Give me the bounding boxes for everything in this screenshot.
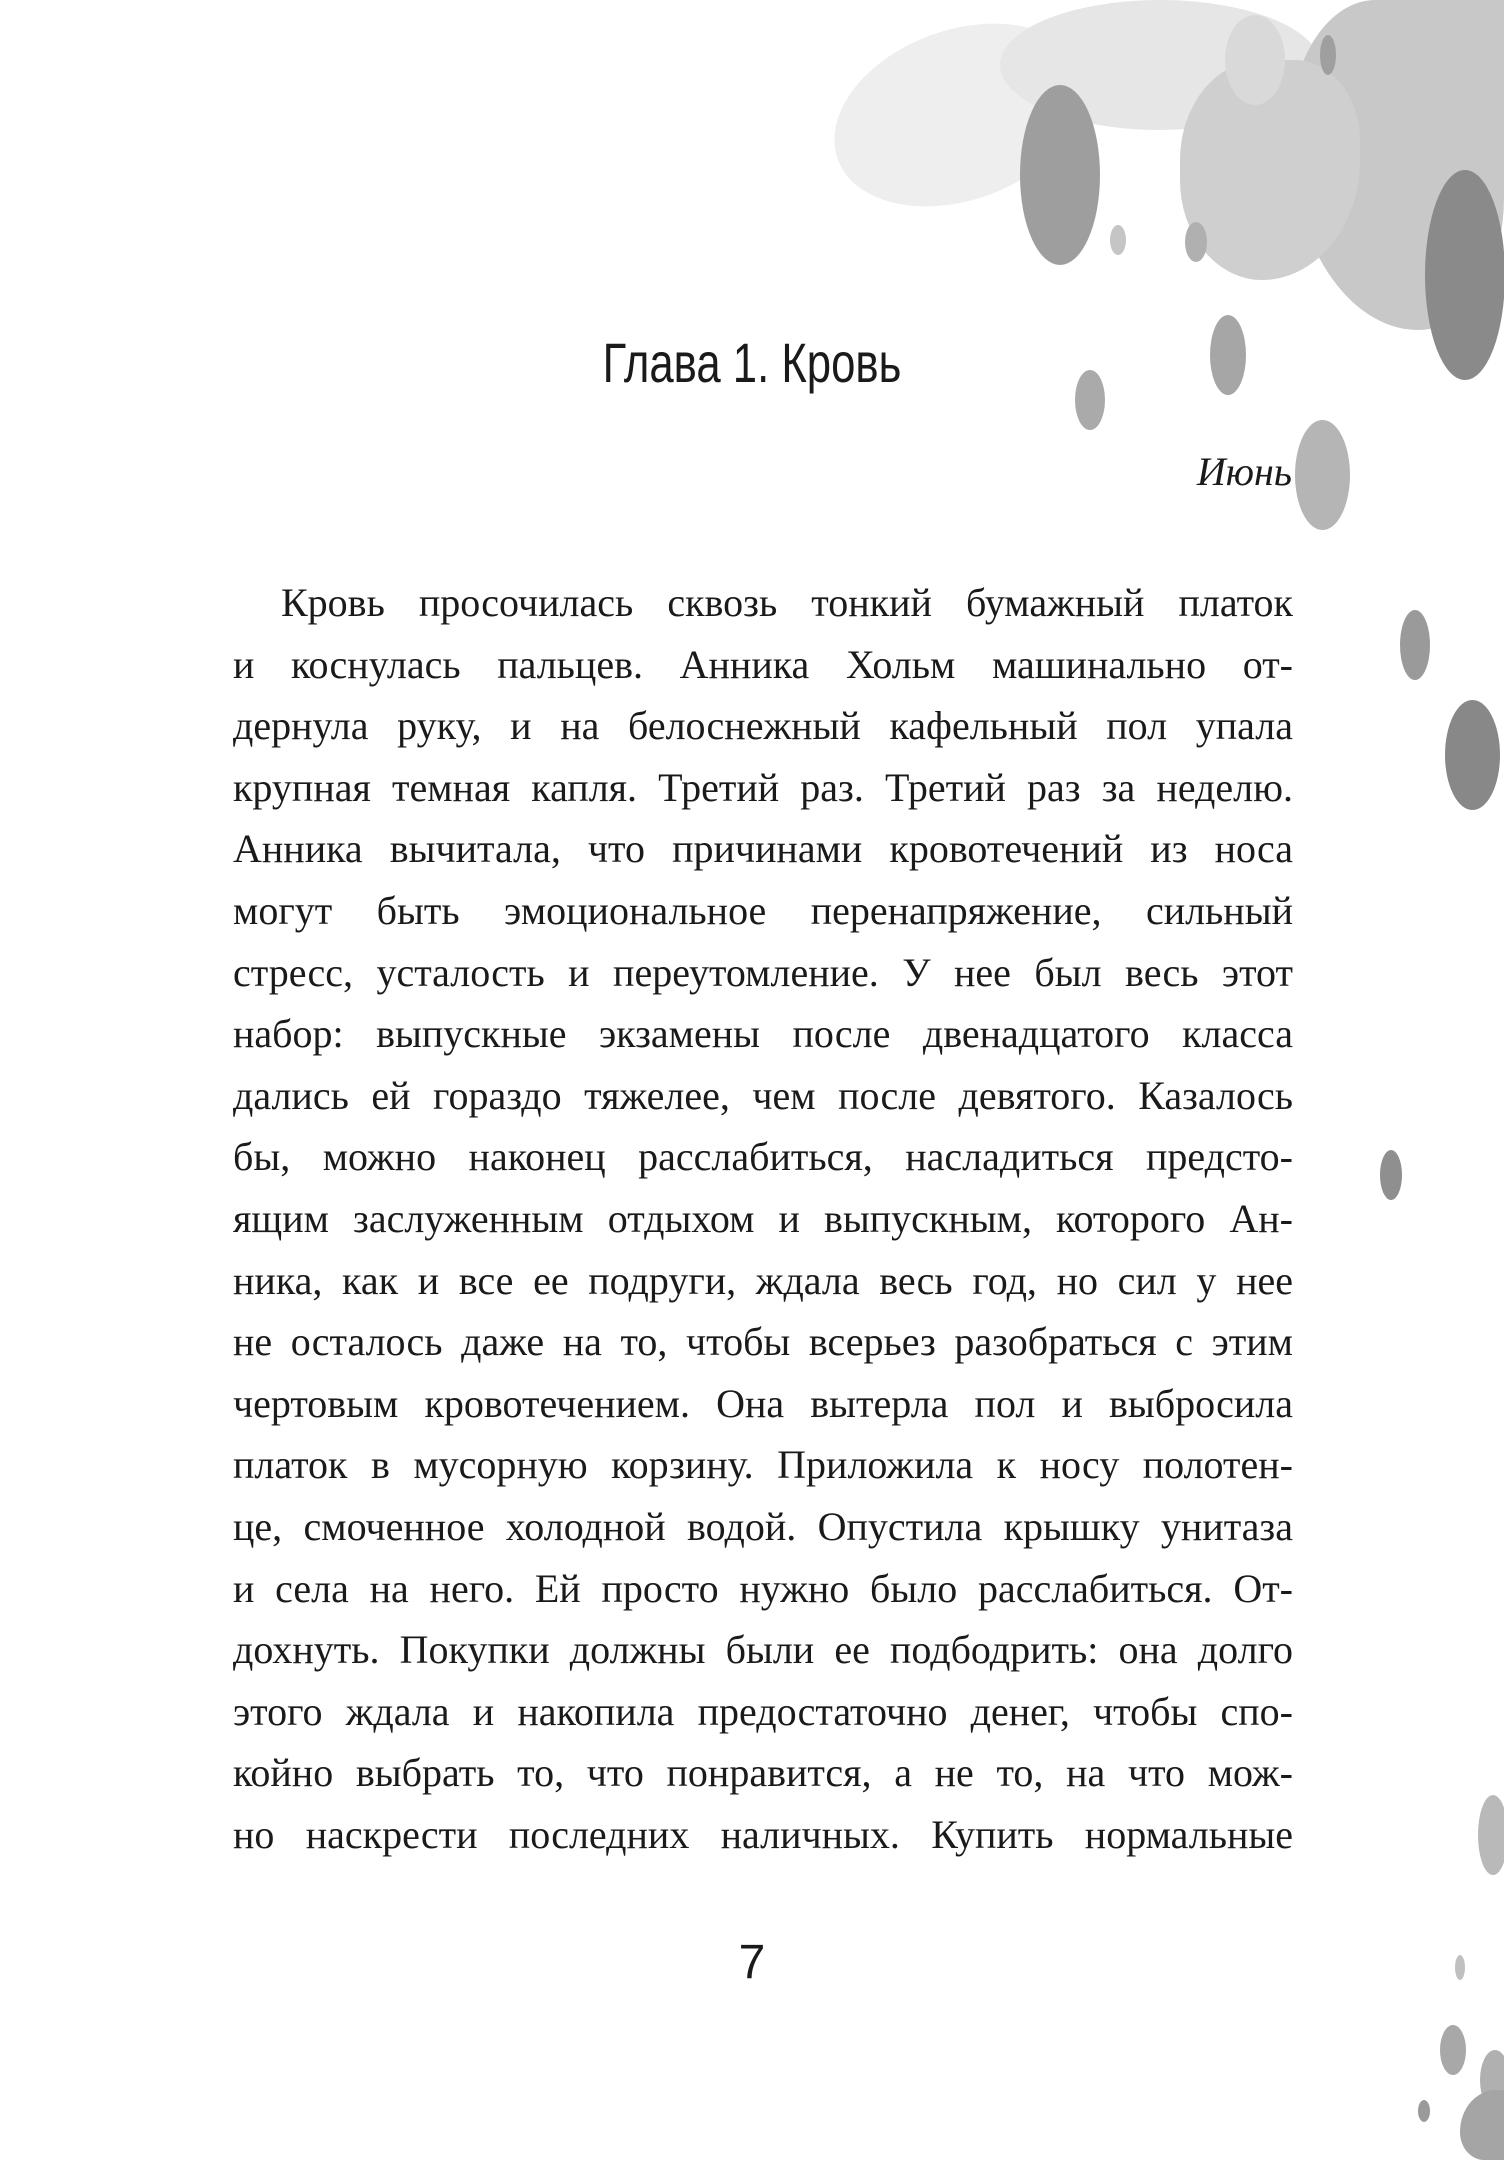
page-number: 7 bbox=[738, 1936, 766, 1989]
chapter-title: Глава 1. Кровь bbox=[602, 331, 902, 394]
text-line: койно выбрать то, что понравится, а не то, на что мож- bbox=[233, 1750, 1293, 1796]
text-line: не осталось даже на то, чтобы всерьез разобраться с этим bbox=[233, 1319, 1293, 1365]
text-line: бы, можно наконец расслабиться, насладиться предсто- bbox=[233, 1134, 1293, 1180]
text-line: этого ждала и накопила предостаточно денег, чтобы спо- bbox=[233, 1688, 1293, 1734]
text-line: набор: выпускные экзамены после двенадцатого класса bbox=[233, 1011, 1293, 1057]
text-line: дались ей гораздо тяжелее, чем после девятого. Казалось bbox=[233, 1072, 1293, 1118]
chapter-date: Июнь bbox=[1196, 449, 1292, 494]
text-line: це, смоченное холодной водой. Опустила крышку унитаза bbox=[233, 1503, 1293, 1549]
text-line: дохнуть. Покупки должны были ее подбодрить: она долго bbox=[233, 1627, 1293, 1673]
text-line: крупная темная капля. Третий раз. Третий раз за неделю. bbox=[233, 764, 1293, 810]
text-line: стресс, усталость и переутомление. У нее был весь этот bbox=[233, 949, 1293, 995]
text-line: дернула руку, и на белоснежный кафельный пол упала bbox=[233, 703, 1293, 749]
text-line: Анника вычитала, что причинами кровотечений из носа bbox=[233, 826, 1293, 872]
text-line: но наскрести последних наличных. Купить нормальные bbox=[233, 1811, 1293, 1857]
text-line: ника, как и все ее подруги, ждала весь год, но сил у нее bbox=[233, 1257, 1293, 1303]
text-line: Кровь просочилась сквозь тонкий бумажный платок bbox=[281, 580, 1293, 625]
text-line: чертовым кровотечением. Она вытерла пол и выбросила bbox=[233, 1380, 1293, 1426]
text-line: могут быть эмоциональное перенапряжение, сильный bbox=[233, 887, 1293, 933]
text-line: и села на него. Ей просто нужно было расслабиться. От- bbox=[233, 1565, 1293, 1611]
text-line: платок в мусорную корзину. Приложила к носу полотен- bbox=[233, 1442, 1293, 1488]
text-line: ящим заслуженным отдыхом и выпускным, которого Ан- bbox=[233, 1195, 1293, 1241]
text-line: и коснулась пальцев. Анника Хольм машинально от- bbox=[233, 641, 1293, 687]
body-text bbox=[233, 572, 1293, 1865]
